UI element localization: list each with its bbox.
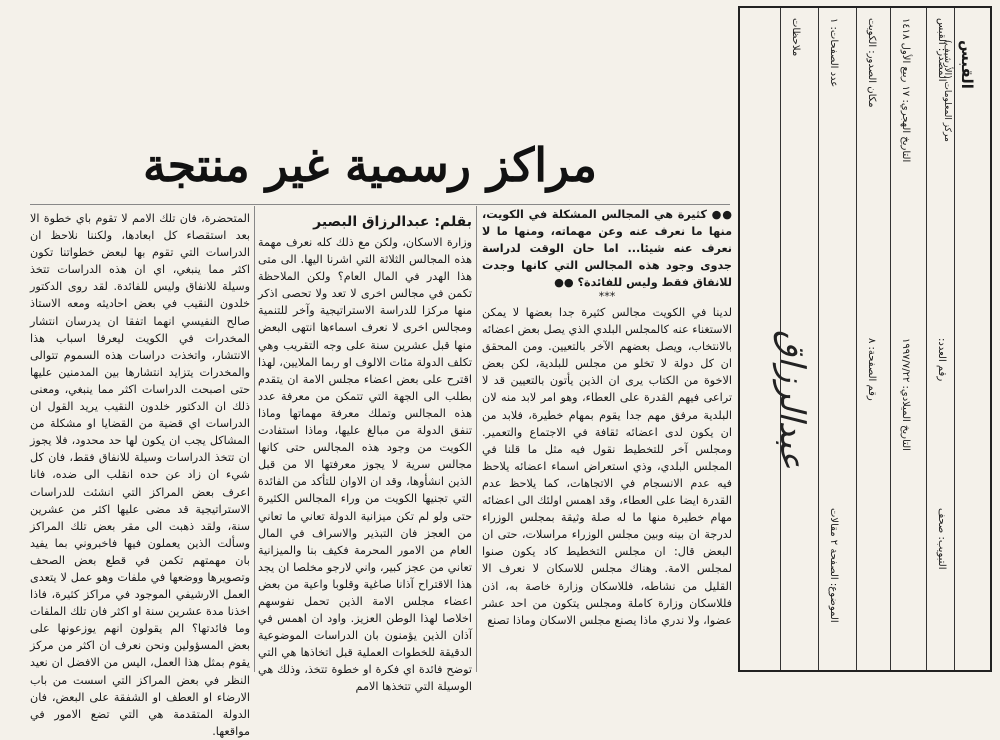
page-label: رقم الصفحة: ٨ [866, 338, 877, 401]
form-divider [856, 8, 857, 670]
form-divider [890, 8, 891, 670]
form-divider [954, 8, 955, 670]
byline: بقلم: عبدالرزاق البصير [313, 214, 472, 230]
brand-subtitle: مركز المعلومات (الأرشيف) [942, 40, 952, 142]
headline: مراكز رسمية غير منتجة [142, 138, 598, 192]
source-label: المصدر: القبس [936, 18, 947, 82]
subject-label: الموضوع: الصفحة ٢ مقالات [828, 508, 839, 623]
section-label: التبويب: صحف [936, 508, 947, 570]
headline-rule [30, 204, 730, 205]
article-column-1: لدينا في الكويت مجالس كثيرة جدا بعضها لا يمكن الاستغناء عنه كالمجلس البلدي الذي يصل بعض اعضائه بالانتخاب، ويصل بعضهم الآخر بالتعيين. ومن المحقق ان كل دولة لا تخلو من مجلس للبلدية، لكن بعض الاخوة من الكتاب يرى ان الذين يأتون بالتعيين قد لا تراعى فيهم القدرة على العطاء، وهو امر لابد منه لان البلدية مرفق مهم جدا يقوم بمهام خطيرة، فلابد من ان يكون لدى اعضائه ثقافة في الاجتماع والتعمير. ومجلس آخر للتخطيط نقول فيه مثل ما قلنا في المجلس البلدي، وذي استعراض اسماء اعضائه يلاحظ فيه عدم الانسجام في الاتجاهات، كما يلاحظ عدم القدرة ايضا على العطاء، وقد اهمس اولئك الى اعضائه مهام خطيرة منها ما له صلة وثيقة بمجلس الوزراء لدرجة ان بينه وبين مجلس الوزراء مراسلات، حتى ان البعض قال: ان مجلس التخطيط كاد يكون صنوا لمجلس الامة. وهناك مجلس للاسكان لا نعرف الا القليل من نشاطه، فللاسكان وزارة خاصة به، اذن فللاسكان وزارة كاملة ومجلس يتكون من احد عشر عضوا، ولا ندري ماذا يصنع مجلس الاسكان وماذا تصنع [482, 306, 732, 627]
article-intro: ●● كثيرة هي المجالس المشكلة في الكويت، منها ما نعرف عنه وعن مهماته، ومنها ما لا نعرف عنه شيئا... اما حان الوقت لدراسة جدوى وجود هذه المجالس التي كانها وجدت للانفاق فقط وليس للفائدة؟ ●● [482, 208, 732, 290]
section-stars: *** [598, 290, 616, 303]
date-hijri: التاريخ الهجري: ١٧ ربيع الأول ١٤١٨ [900, 18, 911, 163]
pages-count: عدد الصفحات: ١ [828, 18, 839, 88]
brand-logo: القبس [958, 40, 976, 89]
column-rule [254, 206, 255, 672]
date-greg: التاريخ الميلادي: ١٩٩٧/٧/٢٢ [900, 338, 911, 451]
place-label: مكان الصدور: الكويت [866, 18, 877, 108]
form-divider [926, 8, 927, 670]
notes-label: ملاحظات [790, 18, 801, 57]
form-divider [818, 8, 819, 670]
article-column-2: وزارة الاسكان، ولكن مع ذلك كله نعرف مهمة هذه المجالس الثلاثة التي اشرنا اليها. الى متى هذا الهدر في المال العام؟ ولكن الملاحظة تكمن في مجالس اخرى لا تعد ولا تحصى اذكر منها مركزا للدراسة الاستراتيجية وآخر للتنمية ومجالس اخرى لا نعرف اسماءها انتهى البعض منها قبل عشرين سنة على وجه التقريب وهي تكلف الدولة مئات الالوف او ربما الملايين، لهذا اقترح على بعض اعضاء مجلس الامة ان يتقدم بطلب الى الجهة التي تتمكن من معرفة عدد هذه المجالس وتملك معرفة مهماتها وماذا تنفق الدولة من مبالغ عليها، وماذا استفادت الكويت من وجود هذه المجالس حتى كانها مجالس سرية لا يجوز معرفتها الا من قبل الذين انشأوها، وقد ان الاوان للتأكد من الفائدة التي تجنيها الكويت من وراء المجالس الكثيرة حتى ولو لم تكن ميزانية الدولة تعاني ما تعاني من العجز فان التبذير والاسراف في المال العام من الامور المحرمة فكيف بنا والميزانية تعاني من عجز كبير، واني لارجو مخلصا ان يجد هذا الاقتراح آذانا صاغية وقلوبا واعية من بعض اعضاء مجلس الامة الذين تحمل نفوسهم اخلاصا لهذا الوطن العزيز. واود ان اهمس في آذان الذين يؤمنون بان الدراسات الموضوعية الدقيقة للخطوات العملية قبل اتخاذها هي التي توضح فائدة اي فكرة او خطوة تتخذ، وذلك هي الوسيلة التي تتخذها الامم [258, 236, 472, 694]
handwritten-signature: عبدالرزاق [772, 330, 812, 470]
issue-label: رقم العدد: [936, 338, 947, 382]
article-column-3: المتحضرة، فان تلك الامم لا تقوم باي خطوة الا بعد استقصاء كل ابعادها، ولكننا نلاحظ ان الدراسات التي تقوم بها لبعض خطواتنا تكون اكثر مما ينبغي، اي ان هذه الدراسات تتخذ وسيلة للانفاق وليس للفائدة. لقد روى الدكتور خلدون النقيب في بعض احاديثه ومعه الاستاذ صالح النفيسي انهما اتفقا ان يدرسان انتشار المخدرات في الكويت ليعرفا اسباب هذا الانتشار، واتخذت دراسات هذه السموم تتوالى والمخدرات يتزايد انتشارها بين المدمنين عليها حتى اصبحت الدراسات اكثر مما ينبغي، ومعنى ذلك ان الدكتور خلدون النقيب يريد القول ان الدراسات اي قضية من القضايا او مشكلة من المشاكل يجب ان يكون لها حد محدود، فلا يجوز ان تتخذ الدراسات وسيلة للانفاق فقط، فان كل شيء ان زاد عن حده انقلب الى ضده، فانا اعرف بعض المراكز التي انشئت للدراسات الاستراتيجية قد مضى عليها اكثر من عشرين سنة، ولقد ذهبت الى مقر بعض تلك المراكز وسألت الذين يعملون فيها فاخبروني بما يفيد بان مهمتهم تكمن في قطع بعض الصحف وتصويرها ووضعها في ملفات وهو عمل لا يتعدى العمل الارشيفي الموجود في مراكز كثيرة، فاذا اخذنا مدة عشرين سنة او اكثر فان تلك الملفات وما فائدتها؟ الم يقولون انهم يوزعونها على بعض المسؤولين ونحن نعرف ان اكثر من مركز يقوم بمثل هذا العمل، اليس من الافضل ان نعيد النظر في بعض المراكز التي اسست من باب الارضاء او العطف او الشفقة على البعض، فان الدولة المتقدمة هي التي تضع الامور في مواقعها. [30, 212, 250, 738]
column-rule [476, 206, 477, 672]
